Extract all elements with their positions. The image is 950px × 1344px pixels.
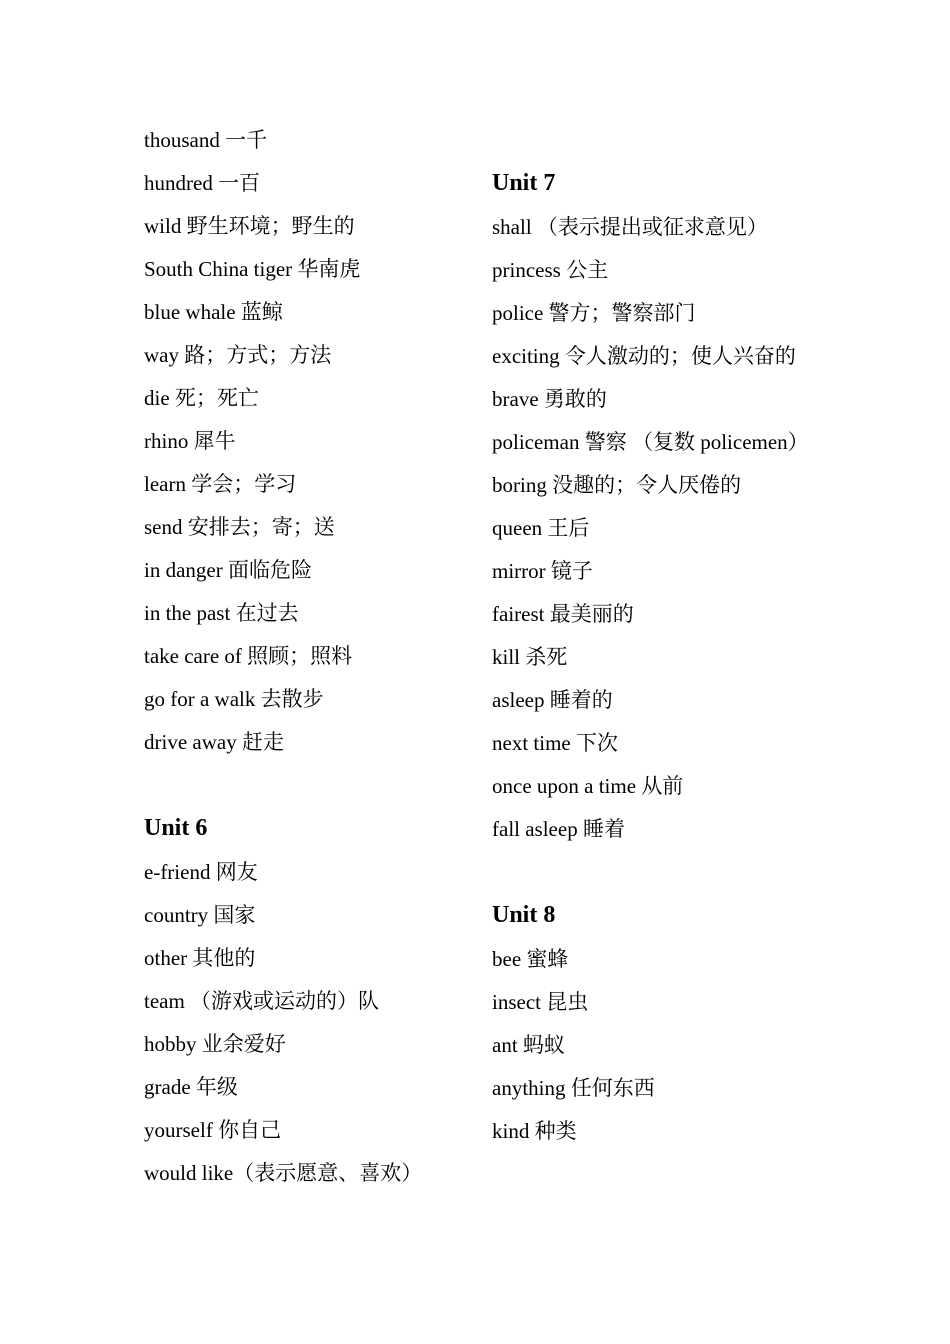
- unit6-section: [144, 814, 454, 1187]
- vocab-entry: boring 没趣的；令人厌倦的: [492, 473, 742, 497]
- vocab-entry: hundred 一百: [144, 171, 261, 195]
- vocab-entry: send 安排去；寄；送: [144, 515, 335, 539]
- vocab-entry: thousand 一千: [144, 128, 268, 152]
- vocab-entry: princess 公主: [492, 258, 609, 282]
- unit8-section: [492, 901, 802, 1145]
- vocab-entry: fall asleep 睡着: [492, 817, 625, 841]
- unit7-section: [492, 169, 809, 843]
- vocab-entry: team （游戏或运动的）队: [144, 989, 380, 1013]
- vocab-entry: police 警方；警察部门: [492, 301, 696, 325]
- vocab-entry: go for a walk 去散步: [144, 687, 324, 711]
- vocab-entry: hobby 业余爱好: [144, 1032, 286, 1056]
- vocab-entry: e-friend 网友: [144, 860, 258, 884]
- vocab-entry: rhino 犀牛: [144, 429, 236, 453]
- vocab-entry: in the past 在过去: [144, 601, 299, 625]
- section-spacer: [492, 858, 802, 901]
- unit-heading: Unit 7: [492, 170, 556, 196]
- vocab-entry: insect 昆虫: [492, 990, 589, 1014]
- vocab-entry: anything 任何东西: [492, 1076, 655, 1100]
- unit-heading: Unit 8: [492, 902, 556, 928]
- vocab-entry: grade 年级: [144, 1075, 238, 1099]
- vocab-entry: exciting 令人激动的；使人兴奋的: [492, 344, 796, 368]
- vocab-entry: mirror 镜子: [492, 559, 593, 583]
- right-column: [492, 169, 809, 1160]
- vocab-entry: asleep 睡着的: [492, 688, 613, 712]
- vocab-entry: take care of 照顾；照料: [144, 644, 353, 668]
- vocab-entry: would like（表示愿意、喜欢）: [144, 1161, 423, 1185]
- vocab-entry: brave 勇敢的: [492, 387, 607, 411]
- vocab-entry: blue whale 蓝鲸: [144, 300, 283, 324]
- vocab-entry: South China tiger 华南虎: [144, 257, 361, 281]
- vocab-entry: fairest 最美丽的: [492, 602, 634, 626]
- vocab-entry: yourself 你自己: [144, 1118, 282, 1142]
- vocab-entry: other 其他的: [144, 946, 256, 970]
- vocab-entry: drive away 赶走: [144, 730, 284, 754]
- vocab-entry: kind 种类: [492, 1119, 577, 1143]
- vocab-entry: queen 王后: [492, 516, 590, 540]
- vocab-entry: ant 蚂蚁: [492, 1033, 565, 1057]
- section-spacer: [144, 771, 454, 814]
- vocab-entry: learn 学会；学习: [144, 472, 297, 496]
- vocab-entry: kill 杀死: [492, 645, 568, 669]
- vocab-entry: country 国家: [144, 903, 256, 927]
- unit-heading: Unit 6: [144, 815, 208, 841]
- vocab-entry: policeman 警察 （复数 policemen）: [492, 430, 809, 454]
- unit5-word-list: [144, 126, 454, 756]
- left-column: [144, 126, 454, 1202]
- vocab-entry: shall （表示提出或征求意见）: [492, 215, 768, 239]
- vocab-entry: once upon a time 从前: [492, 774, 684, 798]
- vocab-entry: die 死；死亡: [144, 386, 259, 410]
- vocab-entry: way 路；方式；方法: [144, 343, 332, 367]
- vocab-entry: next time 下次: [492, 731, 618, 755]
- vocab-entry: bee 蜜蜂: [492, 947, 569, 971]
- vocab-entry: in danger 面临危险: [144, 558, 312, 582]
- vocab-entry: wild 野生环境；野生的: [144, 214, 355, 238]
